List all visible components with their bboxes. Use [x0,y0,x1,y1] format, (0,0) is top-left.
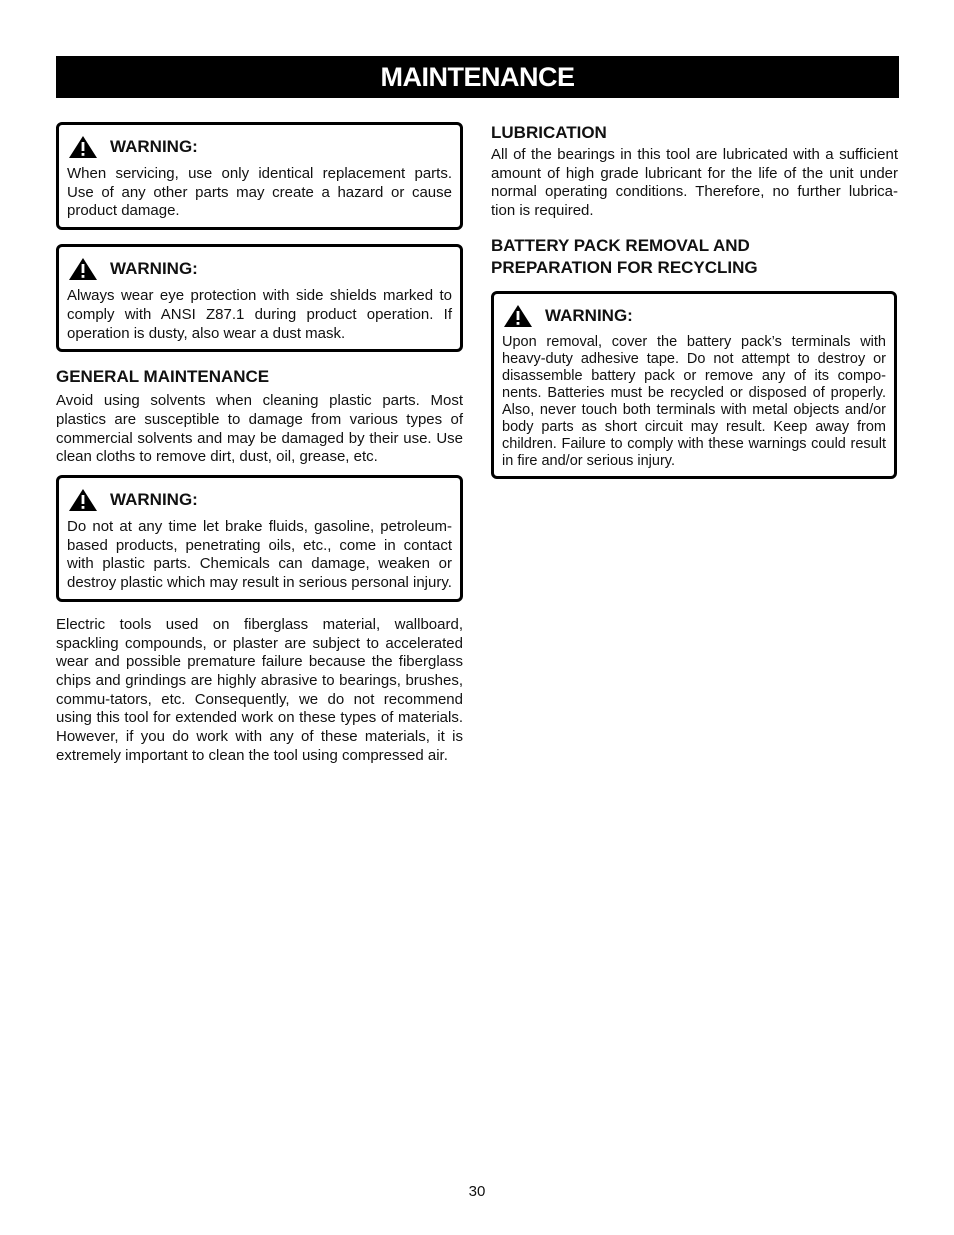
warning-triangle-icon [68,257,98,281]
warning-box-battery [491,291,897,479]
general-maintenance-text: Avoid using solvents when cleaning plastic parts. Most plastics are susceptible to damage from various types of commercial solvents and may be damaged by their use. Use clean cloths to remove dirt, dust, oil, grease, etc. [56,392,463,466]
general-maintenance-heading: GENERAL MAINTENANCE [56,367,270,387]
warning-box-chemicals [56,475,463,602]
warning-text: Do not at any time let brake fluids, gasoline, petroleum-based products, penetrating oils, etc., come in contact with plastic parts. Chemicals can damage, weaken or destroy plastic which may result in serious personal injury. [67,518,452,592]
warning-label: WARNING: [110,490,198,510]
warning-text: Always wear eye protection with side shields marked to comply with ANSI Z87.1 during product operation. If operation is dusty, also wear a dust mask. [67,287,452,342]
battery-heading-line1: BATTERY PACK REMOVAL AND [491,235,750,255]
warning-label: WARNING: [545,305,633,325]
warning-text: Upon removal, cover the battery pack’s terminals with heavy-duty adhesive tape. Do not attempt to destroy or disassemble battery pack or remove any of its compo-nents. Batteries must be recycled or disposed of properly. Also, never touch both terminals with metal objects and/or body parts as short circuit may result. Keep away from children. Failure to comply with these warnings could result in fire and/or serious injury. [502,333,886,469]
left-column [56,122,463,765]
warning-header [502,304,886,328]
right-column [491,122,898,493]
battery-heading [491,235,898,279]
warning-label: WARNING: [110,259,198,279]
page-number: 30 [468,1183,486,1200]
warning-box-eye-protection [56,244,463,352]
lubrication-text: All of the bearings in this tool are lubricated with a sufficient amount of high grade lubricant for the life of the unit under normal operating conditions. Therefore, no further lubrica-tion is required. [491,146,898,220]
warning-text: When servicing, use only identical replacement parts. Use of any other parts may create a hazard or cause product damage. [67,165,452,220]
warning-triangle-icon [503,304,533,328]
warning-header [67,135,452,159]
warning-triangle-icon [68,135,98,159]
warning-label: WARNING: [110,137,198,156]
warning-header [67,488,452,512]
fiberglass-text: Electric tools used on fiberglass material, wallboard, spackling compounds, or plaster are subject to accelerated wear and possible premature failure because the fiberglass chips and grindings are highly abrasive to bearings, brushes, commu-tators, etc. Consequently, we do not recommend using this tool for extended work on these types of materials. However, if you do work with any of these materials, it is extremely important to clean the tool using compressed air. [56,615,463,764]
warning-header [67,257,452,281]
page-title: MAINTENANCE [56,56,899,98]
warning-triangle-icon [68,488,98,512]
lubrication-heading: LUBRICATION [491,123,607,142]
warning-box-replacement-parts [56,122,463,230]
battery-heading-line2: PREPARATION FOR RECYCLING [491,257,758,277]
